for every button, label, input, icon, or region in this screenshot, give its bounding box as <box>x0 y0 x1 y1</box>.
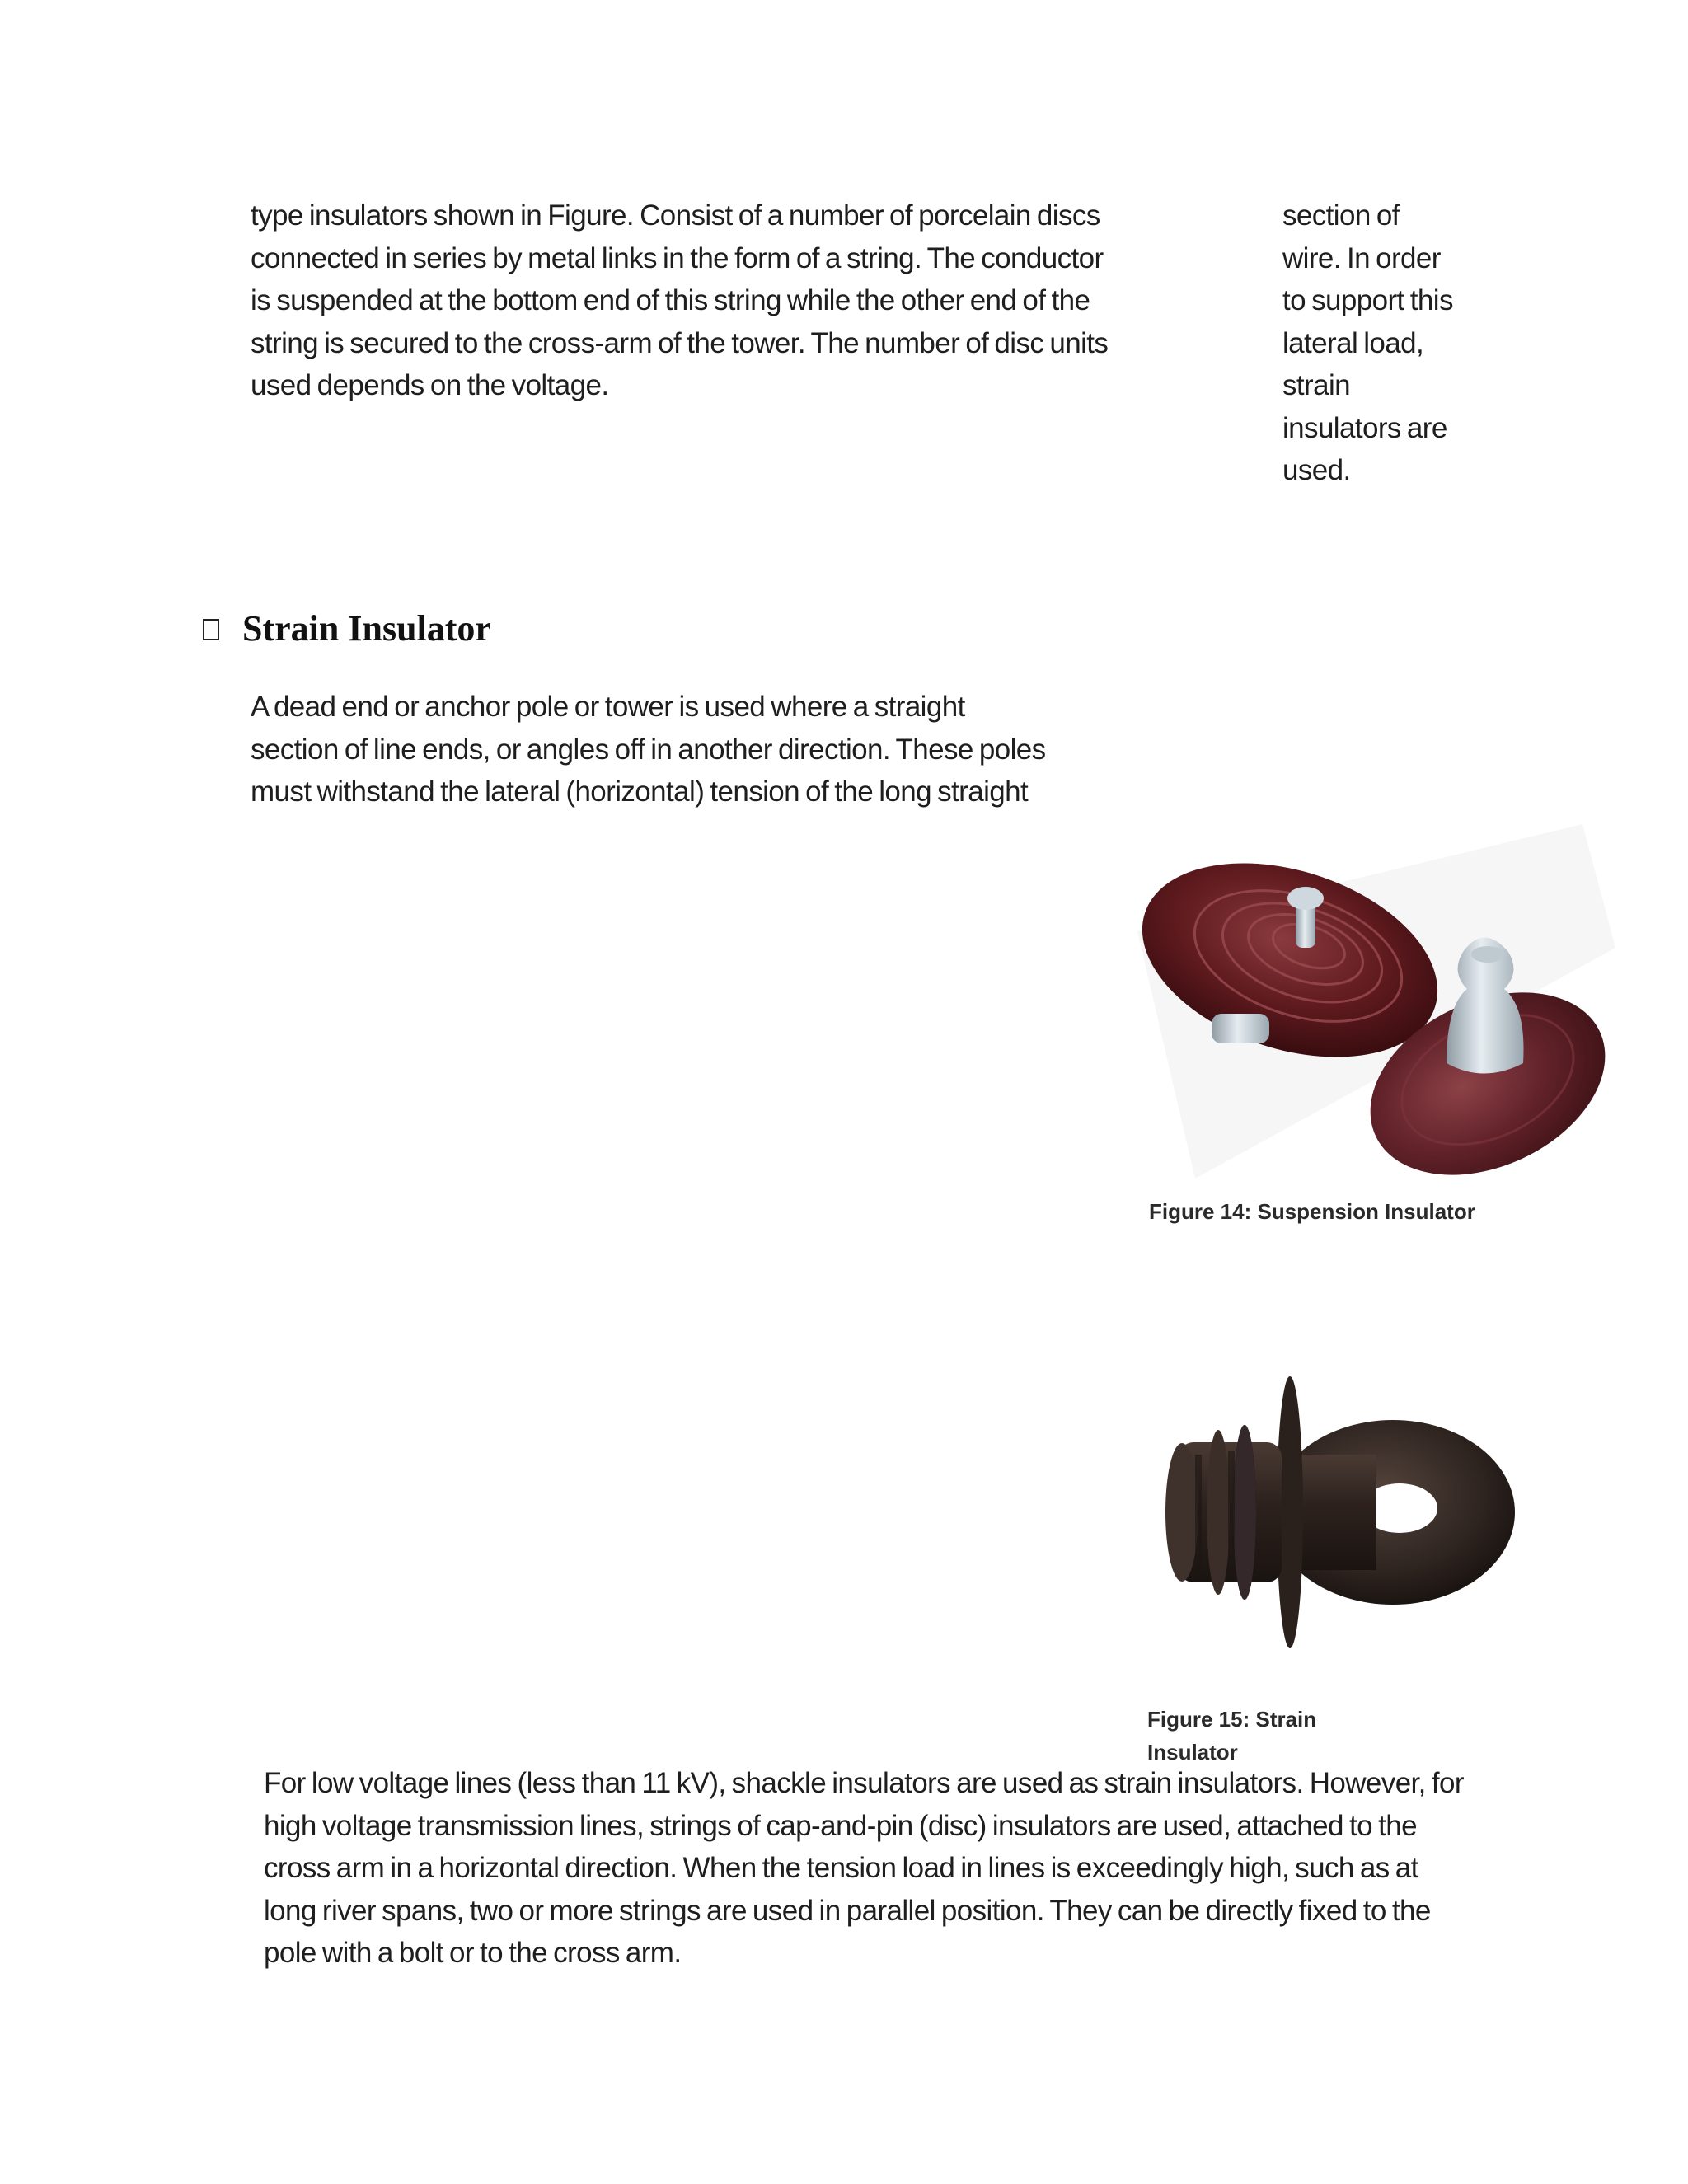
paragraph-line: lateral load, <box>1282 326 1424 359</box>
side-column-paragraph <box>1282 194 1497 492</box>
paragraph-line: section of <box>1282 199 1400 232</box>
paragraph-line: insulators are <box>1282 411 1447 444</box>
paragraph-line: is suspended at the bottom end of this string while the other end of the <box>251 284 1090 316</box>
paragraph-line: A dead end or anchor pole or tower is used where a straight <box>251 691 965 723</box>
paragraph-line: type insulators shown in Figure. Consist of a number of porcelain discs <box>251 199 1100 232</box>
paragraph-line: high voltage transmission lines, strings of cap-and-pin (disc) insulators are used, attached to the <box>264 1809 1417 1842</box>
paragraph-line: must withstand the lateral (horizontal) tension of the long straight <box>251 776 1029 808</box>
paragraph-line: long river spans, two or more strings are used in parallel position. They can be directly fixed to the <box>264 1894 1431 1927</box>
paragraph-line: pole with a bolt or to the cross arm. <box>264 1937 682 1969</box>
paragraph-line: section of line ends, or angles off in another direction. These poles <box>251 733 1046 766</box>
section-heading <box>203 602 491 654</box>
bullet-box-icon <box>203 619 219 640</box>
paragraph-line: used depends on the voltage. <box>251 369 609 401</box>
caption-line: Figure 15: Strain <box>1147 1707 1317 1732</box>
figure-15-caption <box>1147 1703 1362 1769</box>
paragraph-line: used. <box>1282 454 1351 486</box>
paragraph-line: cross arm in a horizontal direction. When the tension load in lines is exceedingly high, such as at <box>264 1852 1418 1884</box>
intro-paragraph <box>251 194 1174 407</box>
strain-insulator-photo <box>1146 1368 1541 1681</box>
figure-14-caption: Figure 14: Suspension Insulator <box>1149 1199 1475 1224</box>
paragraph-line: wire. In order <box>1282 241 1441 274</box>
caption-line: Insulator <box>1147 1740 1238 1765</box>
paragraph-line: For low voltage lines (less than 11 kV), shackle insulators are used as strain insulators. However, for <box>264 1767 1464 1799</box>
final-paragraph <box>264 1762 1517 1975</box>
strain-paragraph <box>251 686 1116 813</box>
section-heading-text: Strain Insulator <box>242 607 491 649</box>
paragraph-line: strain <box>1282 369 1350 401</box>
paragraph-line: to support this <box>1282 284 1453 316</box>
paragraph-line: string is secured to the cross-arm of the tower. The number of disc units <box>251 326 1109 359</box>
paragraph-line: connected in series by metal links in the form of a string. The conductor <box>251 241 1104 274</box>
suspension-insulator-photo <box>1121 816 1615 1187</box>
